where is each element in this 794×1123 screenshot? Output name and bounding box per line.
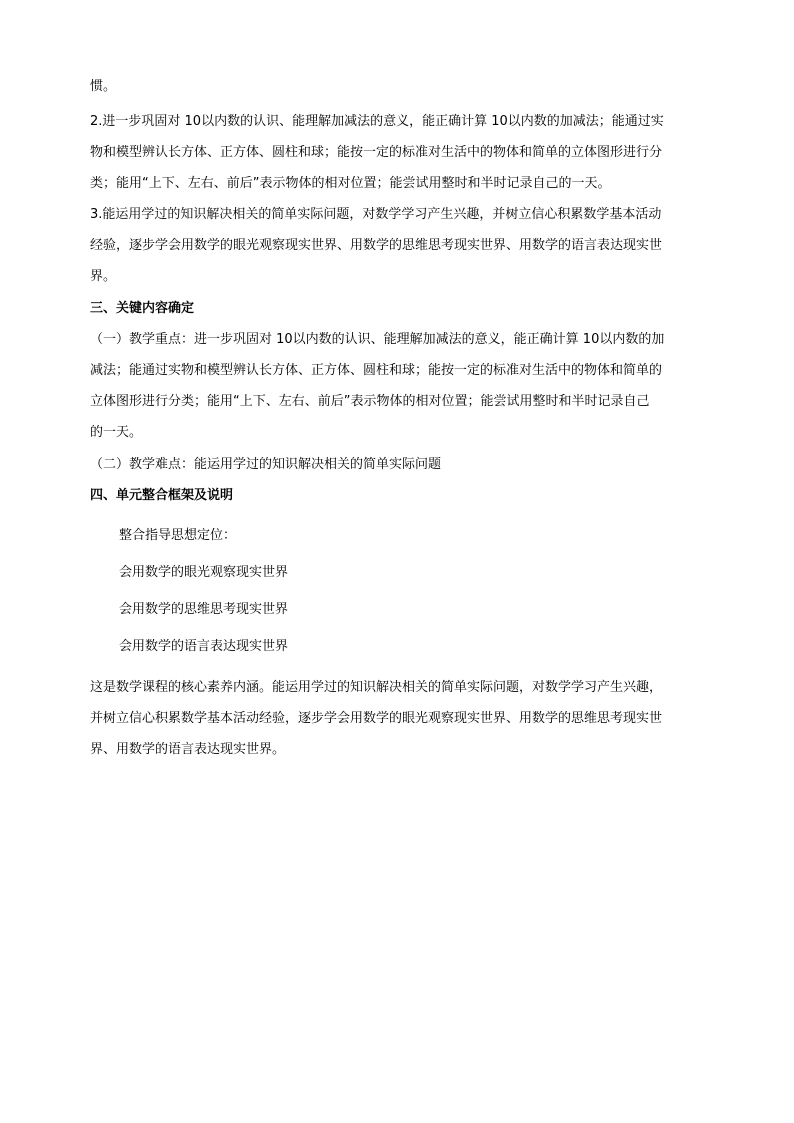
guiding-idea-item: 会用数学的思维思考现实世界	[119, 602, 289, 617]
summary-line: 界、用数学的语言表达现实世界。	[90, 742, 286, 757]
guiding-idea-label: 整合指导思想定位：	[119, 528, 237, 543]
section-heading-key-content: 三、关键内容确定	[90, 301, 195, 316]
summary-line: 这是数学课程的核心素养内涵。能运用学过的知识解决相关的简单实际问题，对数学学习产生兴趣，	[90, 680, 663, 695]
summary-line: 并树立信心积累数学基本活动经验，逐步学会用数学的眼光观察现实世界、用数学的思维思考现实世	[90, 711, 663, 726]
teaching-focus-line: 立体图形进行分类；能用“上下、左右、前后”表示物体的相对位置；能尝试用整时和半时记录自己	[90, 394, 650, 409]
teaching-focus-line: （一）教学重点：进一步巩固对 10以内数的认识、能理解加减法的意义，能正确计算 10以内数的加	[90, 332, 665, 347]
section-heading-unit-framework: 四、单元整合框架及说明	[90, 488, 234, 503]
guiding-idea-item: 会用数学的语言表达现实世界	[119, 639, 289, 654]
paragraph-line: 惯。	[90, 79, 117, 94]
teaching-focus-line: 减法；能通过实物和模型辨认长方体、正方体、圆柱和球；能按一定的标准对生活中的物体和简单的	[90, 363, 663, 378]
objective-2-line: 类；能用“上下、左右、前后”表示物体的相对位置；能尝试用整时和半时记录自己的一天。	[90, 176, 611, 191]
teaching-difficulty-line: （二）教学难点：能运用学过的知识解决相关的简单实际问题	[90, 457, 442, 472]
objective-3-line: 3.能运用学过的知识解决相关的简单实际问题，对数学学习产生兴趣，并树立信心积累数学基本活动	[90, 207, 662, 222]
guiding-idea-item: 会用数学的眼光观察现实世界	[119, 565, 289, 580]
objective-3-line: 经验，逐步学会用数学的眼光观察现实世界、用数学的思维思考现实世界、用数学的语言表达现实世	[90, 238, 663, 253]
objective-2-line: 物和模型辨认长方体、正方体、圆柱和球；能按一定的标准对生活中的物体和简单的立体图形进行分	[90, 145, 663, 160]
objective-2-line: 2.进一步巩固对 10以内数的认识、能理解加减法的意义，能正确计算 10以内数的加减法；能通过实	[90, 114, 664, 129]
teaching-focus-line: 的一天。	[90, 425, 143, 440]
objective-3-line: 界。	[90, 269, 117, 284]
